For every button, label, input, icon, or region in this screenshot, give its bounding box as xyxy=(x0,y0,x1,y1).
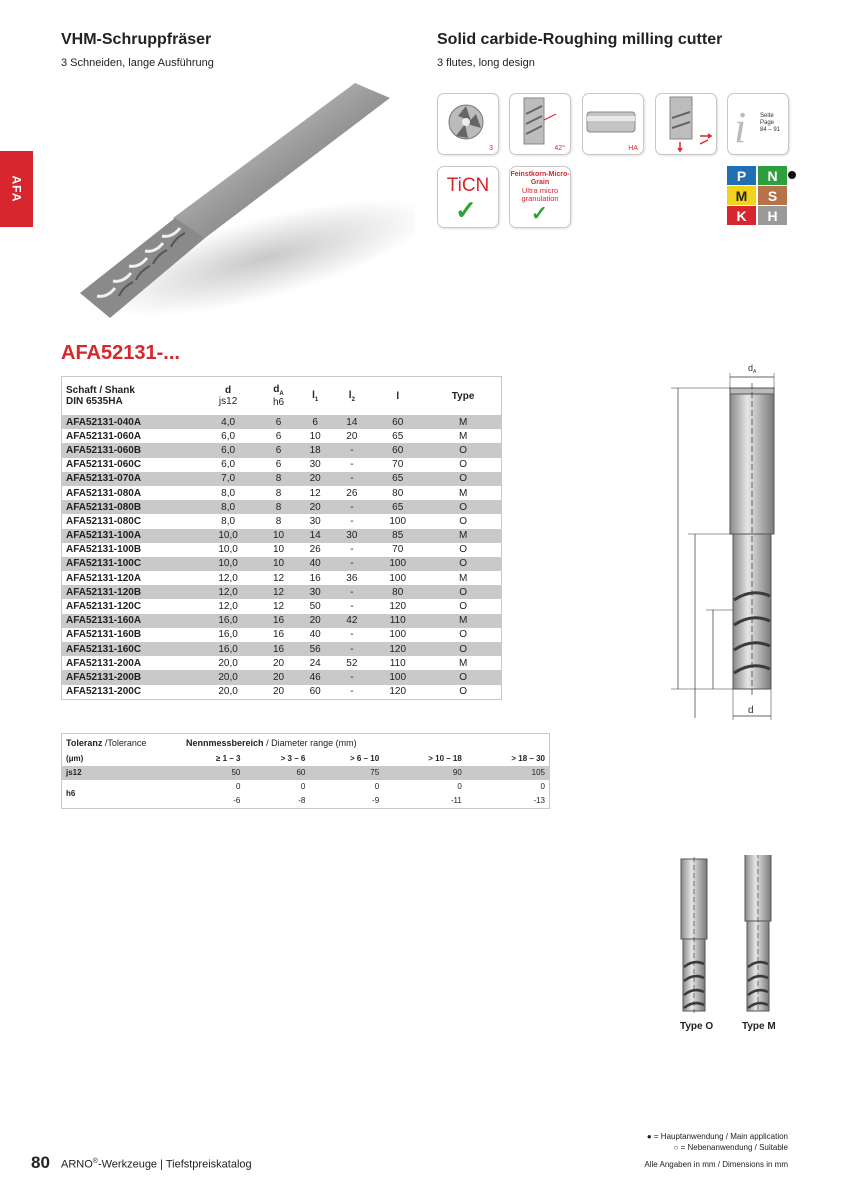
table-cell: 110 xyxy=(370,614,425,628)
table-cell: - xyxy=(350,459,354,471)
table-cell: 40 xyxy=(309,629,321,641)
tolerance-cell: 0 xyxy=(540,782,545,791)
product-code-cell: AFA52131-080B xyxy=(62,500,197,514)
table-cell: 10 xyxy=(309,430,321,442)
tolerance-label: Toleranz /Tolerance xyxy=(66,737,147,748)
tolerance-h6-upper-row xyxy=(62,780,550,794)
tolerance-unit: (μm) xyxy=(66,754,84,763)
table-cell: 100 xyxy=(370,670,425,684)
table-cell: 6,0 xyxy=(221,459,236,471)
table-cell: M xyxy=(458,430,468,442)
tolerance-js12-row xyxy=(62,766,550,780)
footer-catalog: ARNO®-Werkzeuge | Tiefstpreiskatalog xyxy=(61,1158,252,1171)
legend-main: ● = Hauptanwendung / Main application xyxy=(646,1132,788,1141)
col-l1: $l_1$ xyxy=(312,389,319,403)
table-cell: 8 xyxy=(260,500,297,514)
table-cell: O xyxy=(425,500,501,514)
table-cell: 6 xyxy=(297,415,334,429)
table-cell: 52 xyxy=(346,657,358,669)
table-row xyxy=(62,628,502,642)
table-cell: 10 xyxy=(260,529,297,543)
helix-angle-label: 42° xyxy=(554,145,565,152)
product-code-cell: AFA52131-160B xyxy=(66,629,142,641)
table-cell: 20,0 xyxy=(218,686,238,698)
table-row xyxy=(62,529,502,543)
table-cell: 6 xyxy=(260,415,297,429)
table-cell: 12 xyxy=(260,585,297,599)
product-code: AFA52131-... xyxy=(61,342,180,364)
table-cell: 10,0 xyxy=(196,557,260,571)
table-cell: 12 xyxy=(272,601,285,613)
table-cell: 110 xyxy=(389,657,406,669)
table-cell: 6 xyxy=(275,430,282,442)
type-drawings xyxy=(675,855,785,1015)
table-cell: - xyxy=(350,601,354,613)
table-cell: 10 xyxy=(272,544,285,556)
product-code-cell: AFA52131-200C xyxy=(66,686,142,698)
table-cell: 20 xyxy=(260,670,297,684)
table-cell: 26 xyxy=(346,487,358,499)
iso-group-n: N xyxy=(758,166,787,185)
tolerance-cell: > 6 – 10 xyxy=(350,754,380,763)
h6-label: h6 xyxy=(66,789,76,798)
product-code-cell: AFA52131-120C xyxy=(66,601,142,613)
table-cell: 6 xyxy=(275,459,282,471)
table-cell: M xyxy=(458,657,468,669)
table-cell: O xyxy=(425,642,501,656)
table-cell: 56 xyxy=(297,642,334,656)
table-cell: O xyxy=(459,515,467,527)
iso-group-m: M xyxy=(727,186,756,205)
table-cell: 120 xyxy=(389,601,407,613)
table-cell: 50 xyxy=(309,601,321,613)
tolerance-cell: -13 xyxy=(533,796,545,805)
table-cell: - xyxy=(334,642,371,656)
table-cell: 65 xyxy=(370,472,425,486)
table-row xyxy=(62,642,502,656)
table-cell: M xyxy=(425,415,501,429)
col-l: l xyxy=(396,390,400,402)
tolerance-cell: 90 xyxy=(383,766,466,780)
product-code-cell: AFA52131-100C xyxy=(62,557,197,571)
table-row xyxy=(62,543,502,557)
table-cell: 16 xyxy=(309,572,321,584)
table-cell: 10,0 xyxy=(196,529,260,543)
table-cell: - xyxy=(334,443,371,457)
table-cell: 65 xyxy=(370,500,425,514)
table-cell: 12,0 xyxy=(218,601,238,613)
tolerance-cell: > 18 – 30 xyxy=(511,754,545,763)
table-row xyxy=(62,472,502,486)
product-code-cell: AFA52131-060A xyxy=(66,430,142,442)
table-cell: 10 xyxy=(260,557,297,571)
table-row xyxy=(62,429,502,443)
product-code-cell: AFA52131-070A xyxy=(62,472,197,486)
col-d: d js12 xyxy=(218,385,238,407)
table-cell: O xyxy=(425,443,501,457)
product-code-cell: AFA52131-200A xyxy=(66,657,142,669)
tolerance-cell: ≥ 1 – 3 xyxy=(215,754,241,763)
table-row xyxy=(62,614,502,628)
section-tab xyxy=(0,151,33,227)
tolerance-cell: 0 xyxy=(300,782,306,791)
table-cell: 12,0 xyxy=(218,572,238,584)
table-cell: 70 xyxy=(392,459,404,471)
helix-angle-icon xyxy=(509,93,571,155)
table-cell: M xyxy=(458,487,468,499)
tolerance-header-row xyxy=(62,734,550,752)
table-cell: 120 xyxy=(370,642,425,656)
table-row xyxy=(62,514,502,528)
table-cell: 20 xyxy=(297,614,334,628)
table-cell: 12,0 xyxy=(196,585,260,599)
coating-label: TiCN xyxy=(446,175,490,196)
section-tab-label: AFA xyxy=(9,175,24,203)
tolerance-cell: 0 xyxy=(374,782,380,791)
tolerance-cell: 0 xyxy=(457,782,462,791)
table-row xyxy=(62,443,502,457)
subtitle-english: 3 flutes, long design xyxy=(437,57,535,69)
table-cell: 14 xyxy=(334,415,371,429)
table-row xyxy=(62,500,502,514)
plunge-direction-icon xyxy=(655,93,717,155)
table-cell: O xyxy=(459,686,467,698)
filled-circle-icon: ● xyxy=(646,1132,652,1141)
iso-material-grid xyxy=(727,166,788,226)
diameter-range-label: Nennmessbereich / Diameter range (mm) xyxy=(186,737,357,748)
table-cell: 30 xyxy=(309,515,321,527)
table-cell: - xyxy=(350,515,354,527)
table-cell: 100 xyxy=(389,572,407,584)
table-cell: - xyxy=(350,629,354,641)
tolerance-cell: -6 xyxy=(233,796,241,805)
table-cell: 70 xyxy=(392,544,404,556)
table-row xyxy=(62,486,502,500)
table-cell: - xyxy=(334,472,371,486)
tolerance-cell: 75 xyxy=(309,766,383,780)
svg-text:i: i xyxy=(734,103,747,152)
table-cell: M xyxy=(458,572,468,584)
table-row xyxy=(62,557,502,571)
tolerance-table xyxy=(61,733,550,809)
table-cell: 60 xyxy=(370,415,425,429)
table-cell: 16,0 xyxy=(218,629,238,641)
table-cell: 100 xyxy=(389,629,407,641)
page-number: 80 xyxy=(31,1153,50,1172)
col-type: Type xyxy=(451,390,475,402)
table-cell: 18 xyxy=(297,443,334,457)
type-o-drawing xyxy=(681,857,707,1013)
table-cell: O xyxy=(425,670,501,684)
table-cell: O xyxy=(459,544,467,556)
table-cell: 16 xyxy=(260,642,297,656)
table-cell: O xyxy=(459,601,467,613)
table-cell: 10,0 xyxy=(218,544,238,556)
subtitle-german: 3 Schneiden, lange Ausführung xyxy=(61,57,214,69)
shank-type-label: HA xyxy=(628,145,638,152)
table-cell: 60 xyxy=(309,686,321,698)
table-cell: 100 xyxy=(370,557,425,571)
d-label: d xyxy=(748,705,754,716)
coating-check-icon: ✓ xyxy=(455,195,477,225)
table-header-row xyxy=(62,377,502,416)
tolerance-cell: 105 xyxy=(466,766,550,780)
table-cell: 6,0 xyxy=(196,443,260,457)
table-cell: O xyxy=(425,585,501,599)
tolerance-cell: > 3 – 6 xyxy=(280,754,306,763)
table-cell: 26 xyxy=(309,544,321,556)
table-cell: 4,0 xyxy=(196,415,260,429)
col-dA: $d_A$ h6 xyxy=(272,384,285,408)
flute-count-label: 3 xyxy=(489,145,493,152)
dimension-drawing xyxy=(668,355,788,725)
table-cell: 14 xyxy=(297,529,334,543)
table-cell: 8,0 xyxy=(221,515,236,527)
col-l2: $l_2$ xyxy=(348,389,355,403)
tolerance-cell: 0 xyxy=(235,782,241,791)
type-m-drawing xyxy=(745,855,771,1013)
product-code-cell: AFA52131-100B xyxy=(66,544,142,556)
iso-group-h: H xyxy=(758,206,787,225)
iso-group-s: S xyxy=(758,186,787,205)
tolerance-cell: -9 xyxy=(372,796,380,805)
tolerance-cell: -8 xyxy=(298,796,306,805)
table-row xyxy=(62,415,502,429)
table-cell: 30 xyxy=(334,529,371,543)
table-cell: M xyxy=(425,529,501,543)
table-cell: 16,0 xyxy=(196,614,260,628)
table-cell: - xyxy=(334,500,371,514)
title-english: Solid carbide-Roughing milling cutter xyxy=(437,31,723,48)
table-cell: O xyxy=(425,472,501,486)
iso-group-k: K xyxy=(727,206,756,225)
title-german: VHM-Schruppfräser xyxy=(61,31,212,48)
table-cell: 24 xyxy=(309,657,321,669)
product-code-cell: AFA52131-080C xyxy=(66,515,142,527)
table-cell: - xyxy=(334,585,371,599)
table-cell: 42 xyxy=(334,614,371,628)
product-code-cell: AFA52131-040A xyxy=(62,415,197,429)
cutter-photo-image xyxy=(55,78,415,338)
table-cell: - xyxy=(350,544,354,556)
product-code-cell: AFA52131-160C xyxy=(62,642,197,656)
table-cell: 20 xyxy=(272,686,285,698)
table-cell: - xyxy=(334,670,371,684)
table-row xyxy=(62,685,502,700)
empty-circle-icon: ○ xyxy=(673,1143,679,1152)
tolerance-cell: > 10 – 18 xyxy=(428,754,462,763)
table-cell: 85 xyxy=(370,529,425,543)
page-reference xyxy=(760,113,788,134)
micro-grain-label-en: Ultra micro granulation xyxy=(521,186,559,203)
page-reference-pages: 84 – 91 xyxy=(760,127,781,133)
micro-grain-icon xyxy=(509,166,571,228)
iso-group-p: P xyxy=(727,166,756,185)
table-cell: M xyxy=(425,614,501,628)
type-o-label: Type O xyxy=(680,1021,714,1032)
main-application-dot-icon xyxy=(788,171,796,179)
table-cell: 60 xyxy=(370,443,425,457)
product-code-cell: AFA52131-100A xyxy=(62,529,197,543)
table-cell: 7,0 xyxy=(196,472,260,486)
table-cell: - xyxy=(350,686,354,698)
table-cell: 6,0 xyxy=(221,430,236,442)
product-code-cell: AFA52131-060C xyxy=(66,459,142,471)
product-code-cell: AFA52131-200B xyxy=(62,670,197,684)
table-cell: 30 xyxy=(309,459,321,471)
table-cell: 20 xyxy=(297,500,334,514)
table-cell: O xyxy=(425,557,501,571)
table-cell: 12 xyxy=(272,572,285,584)
table-row xyxy=(62,585,502,599)
product-code-cell: AFA52131-120A xyxy=(66,572,142,584)
col-shank: Schaft / Shank DIN 6535HA xyxy=(66,385,135,407)
table-row xyxy=(62,656,502,670)
table-cell: - xyxy=(334,557,371,571)
product-code-cell: AFA52131-080A xyxy=(66,487,142,499)
table-cell: 65 xyxy=(392,430,404,442)
dA-label: $d_A$ xyxy=(748,363,757,375)
product-code-cell: AFA52131-060B xyxy=(62,443,197,457)
table-cell: 16 xyxy=(260,614,297,628)
table-cell: 16 xyxy=(272,629,285,641)
table-cell: 100 xyxy=(389,515,407,527)
table-cell: 46 xyxy=(297,670,334,684)
tolerance-range-row xyxy=(62,752,550,766)
micro-grain-label-de: Feinstkorn-Micro-Grain xyxy=(510,171,570,186)
table-cell: 20,0 xyxy=(196,670,260,684)
table-cell: 20,0 xyxy=(218,657,238,669)
table-cell: 80 xyxy=(370,585,425,599)
legend-units: Alle Angaben in mm / Dimensions in mm xyxy=(644,1160,788,1169)
table-cell: 40 xyxy=(297,557,334,571)
table-cell: 30 xyxy=(297,585,334,599)
table-row xyxy=(62,458,502,472)
product-code-cell: AFA52131-120B xyxy=(62,585,197,599)
table-cell: 20 xyxy=(346,430,358,442)
table-cell: 20 xyxy=(272,657,285,669)
product-table xyxy=(61,376,502,700)
table-cell: 8 xyxy=(260,472,297,486)
tolerance-cell: -11 xyxy=(450,796,462,805)
table-cell: 8,0 xyxy=(221,487,236,499)
tolerance-cell: 60 xyxy=(244,766,309,780)
tolerance-cell: 50 xyxy=(180,766,244,780)
table-cell: 20 xyxy=(297,472,334,486)
table-cell: 6 xyxy=(260,443,297,457)
flute-count-icon xyxy=(437,93,499,155)
micro-grain-check-icon: ✓ xyxy=(531,203,548,225)
table-cell: 16,0 xyxy=(196,642,260,656)
table-row xyxy=(62,571,502,585)
table-cell: 80 xyxy=(392,487,404,499)
info-icon xyxy=(727,93,789,155)
table-row xyxy=(62,670,502,684)
table-cell: 120 xyxy=(389,686,407,698)
product-code-cell: AFA52131-160A xyxy=(62,614,197,628)
type-m-label: Type M xyxy=(742,1021,776,1032)
legend-suitable: ○ = Nebenanwendung / Suitable xyxy=(673,1143,788,1152)
table-cell: O xyxy=(459,629,467,641)
page-reference-label: Seite Page xyxy=(760,113,775,126)
table-cell: 8 xyxy=(275,515,282,527)
table-cell: 36 xyxy=(346,572,358,584)
table-row xyxy=(62,599,502,613)
table-cell: O xyxy=(459,459,467,471)
table-cell: 12 xyxy=(309,487,321,499)
table-cell: 8,0 xyxy=(196,500,260,514)
shank-type-icon xyxy=(582,93,644,155)
js12-label: js12 xyxy=(62,766,181,780)
table-cell: 8 xyxy=(275,487,282,499)
coating-icon xyxy=(437,166,499,228)
